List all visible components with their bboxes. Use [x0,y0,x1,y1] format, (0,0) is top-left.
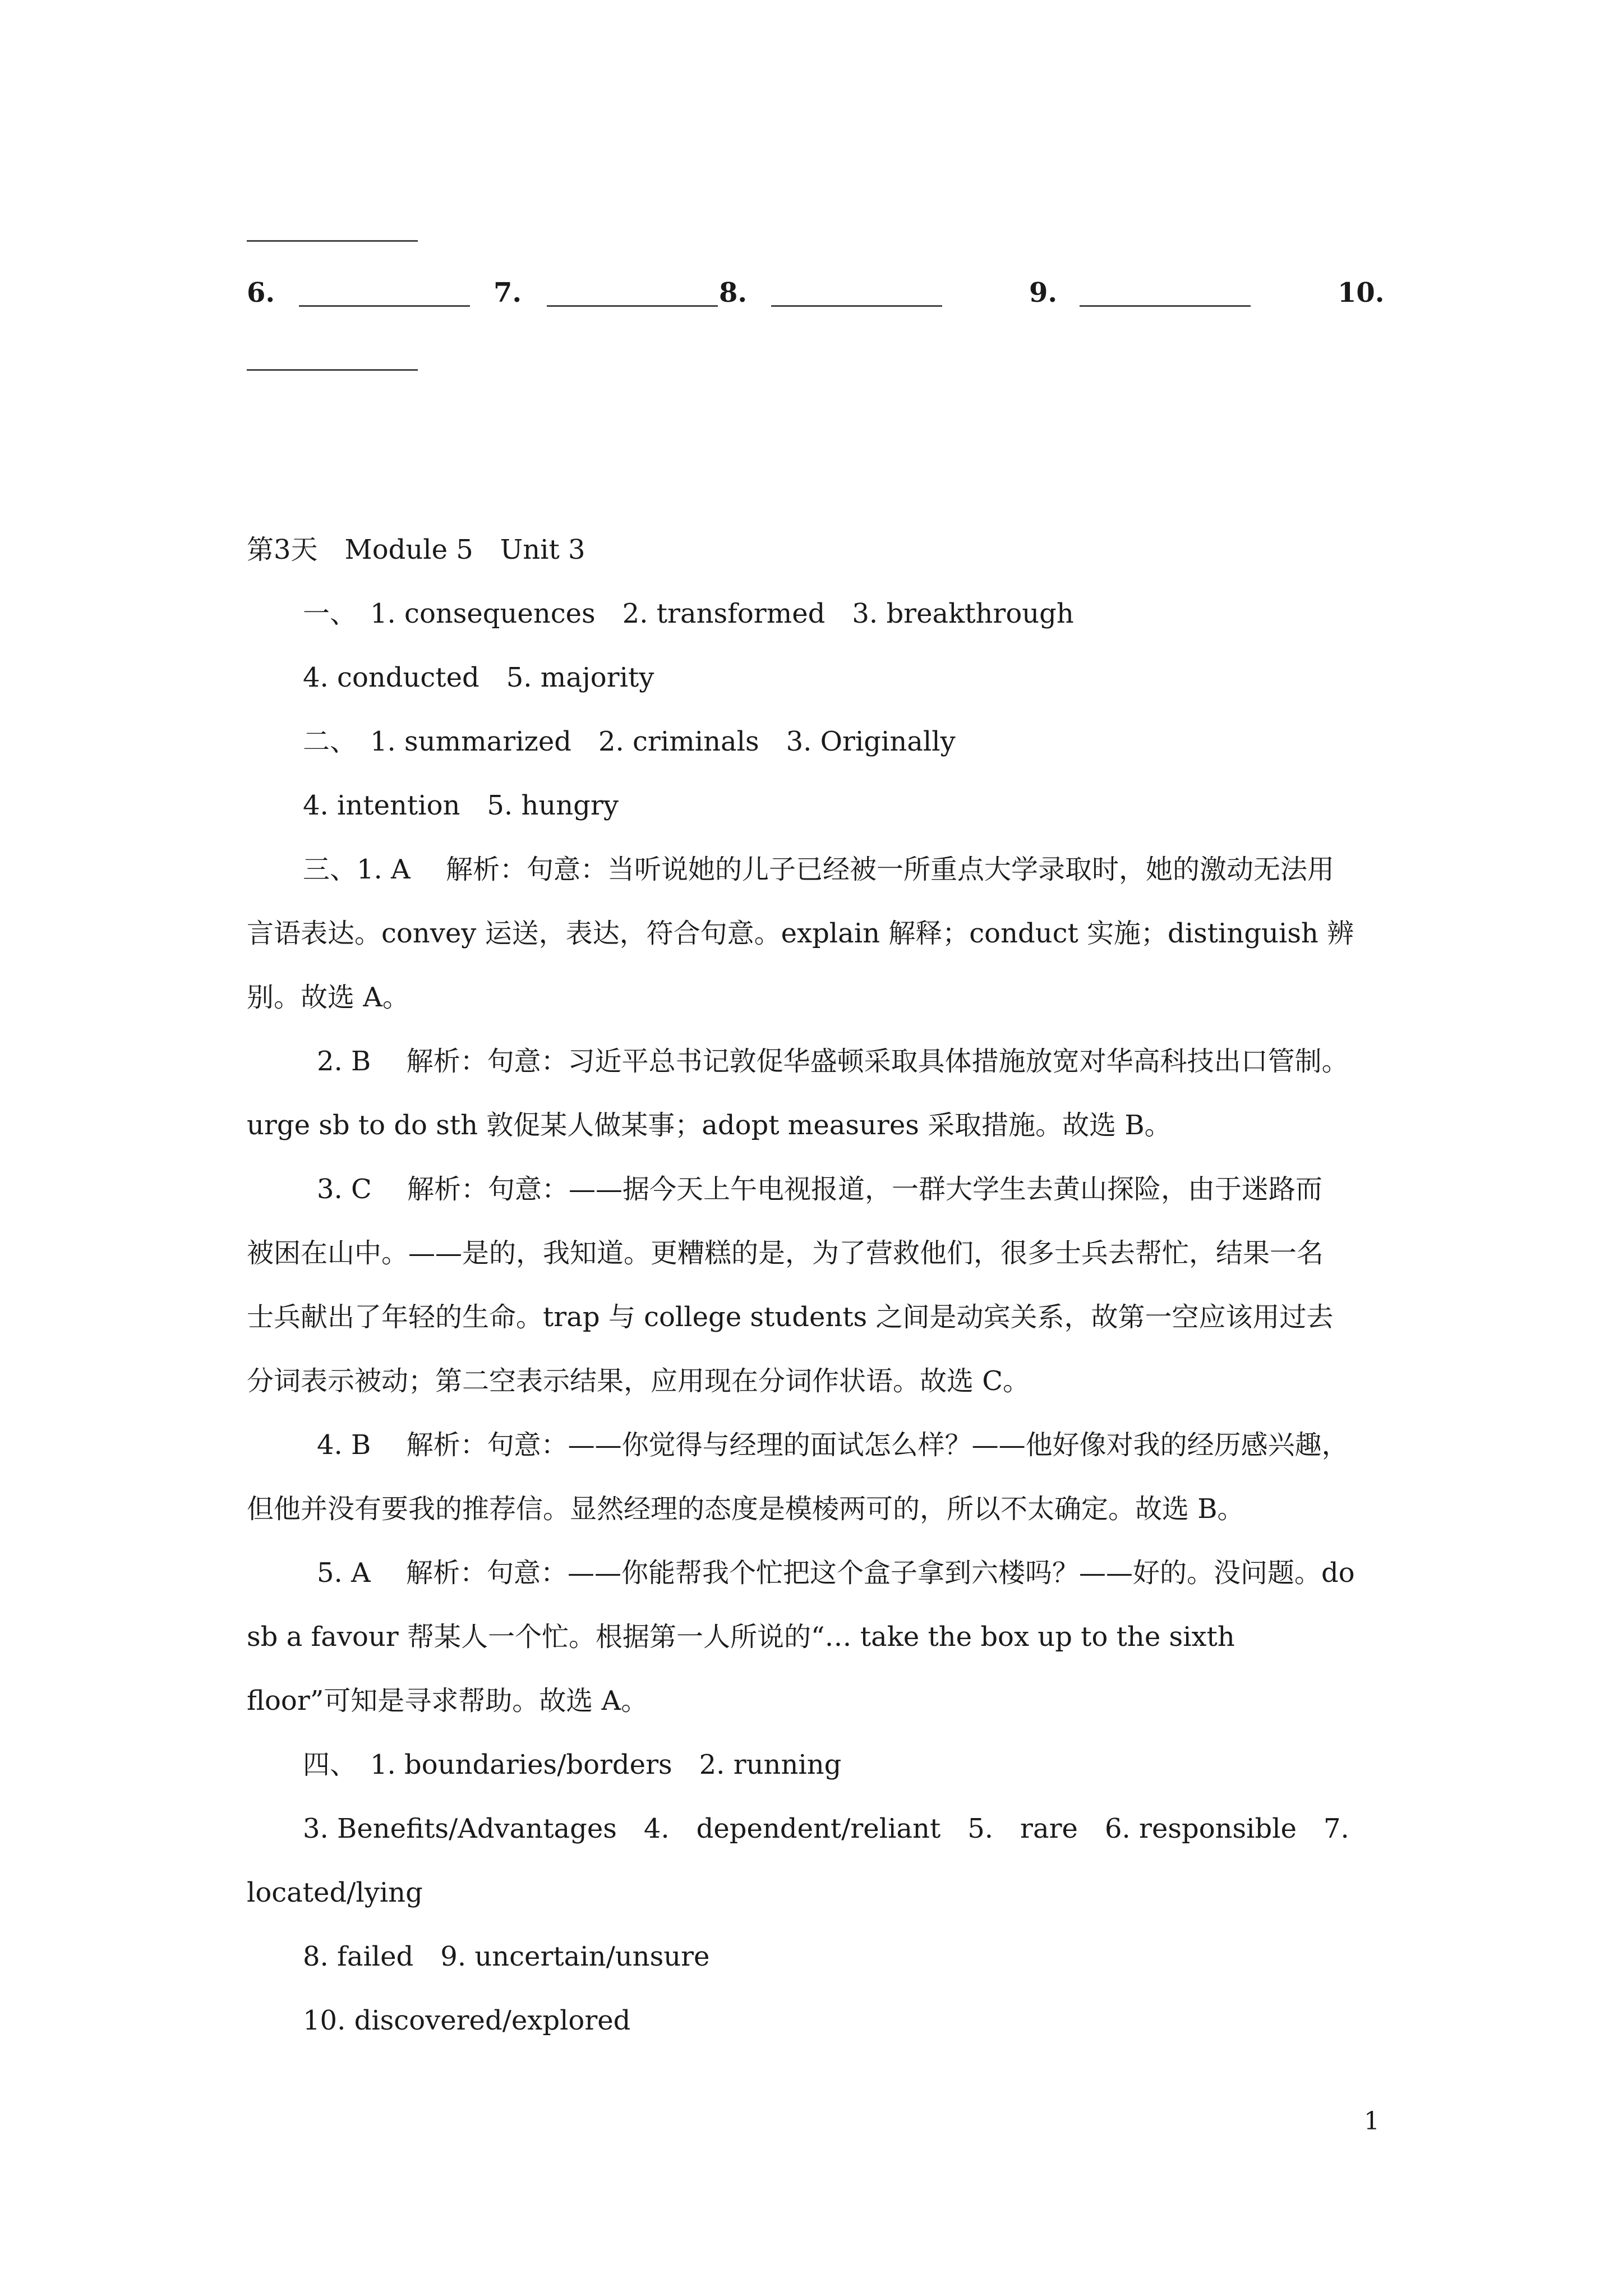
answer-blank-9[interactable] [1080,305,1251,307]
section-4-line-5: 10. discovered/explored [303,2005,631,2036]
q3-line-1: 3. C 解析：句意：——据今天上午电视报道，一群大学生去黄山探险，由于迷路而 [317,1174,1323,1205]
q1-line-2: 言语表达。convey 运送，表达，符合句意。explain 解释；conduct 实施；distinguish 辨 [247,918,1354,949]
blank-label-7: 7. [494,277,522,309]
answer-blank-6[interactable] [299,305,470,307]
answer-blank-5[interactable] [247,240,418,242]
blank-label-10: 10. [1338,277,1385,309]
q5-line-2: sb a favour 帮某人一个忙。根据第一人所说的“… take the box up to the sixth [247,1621,1235,1653]
blank-label-6: 6. [247,277,275,309]
page-number: 1 [1364,2107,1380,2136]
section-1-line-1: 一、 1. consequences 2. transformed 3. breakthrough [303,598,1074,629]
blank-label-9: 9. [1029,277,1058,309]
answer-blank-8[interactable] [771,305,942,307]
q2-line-2: urge sb to do sth 敦促某人做某事；adopt measures 采取措施。故选 B。 [247,1110,1172,1141]
section-4-line-1: 四、 1. boundaries/borders 2. running [303,1749,842,1780]
q2-line-1: 2. B 解析：句意：习近平总书记敦促华盛顿采取具体措施放宽对华高科技出口管制。 [317,1046,1349,1077]
q4-line-2: 但他并没有要我的推荐信。显然经理的态度是模棱两可的，所以不太确定。故选 B。 [247,1493,1244,1525]
q4-line-1: 4. B 解析：句意：——你觉得与经理的面试怎么样？——他好像对我的经历感兴趣， [317,1429,1349,1461]
q3-line-3: 士兵献出了年轻的生命。trap 与 college students 之间是动宾关系，故第一空应该用过去 [247,1301,1334,1333]
section-2-line-1: 二、 1. summarized 2. criminals 3. Originally [303,726,956,757]
day-header: 第3天 Module 5 Unit 3 [247,534,585,565]
section-4-line-2: 3. Benefits/Advantages 4. dependent/reliant 5. rare 6. responsible 7. [303,1813,1349,1844]
q1-line-3: 别。故选 A。 [247,982,409,1013]
q3-line-2: 被困在山中。——是的，我知道。更糟糕的是，为了营救他们，很多士兵去帮忙，结果一名 [247,1237,1324,1269]
section-4-line-4: 8. failed 9. uncertain/unsure [303,1941,710,1972]
answer-blank-10[interactable] [247,369,418,371]
blank-label-8: 8. [719,277,748,309]
q5-line-1: 5. A 解析：句意：——你能帮我个忙把这个盒子拿到六楼吗？——好的。没问题。do [317,1557,1355,1589]
q1-line-1: 三、1. A 解析：句意：当听说她的儿子已经被一所重点大学录取时，她的激动无法用 [303,854,1334,885]
section-2-line-2: 4. intention 5. hungry [303,790,619,821]
section-1-line-2: 4. conducted 5. majority [303,662,654,693]
q5-line-3: floor”可知是寻求帮助。故选 A。 [247,1685,648,1717]
q3-line-4: 分词表示被动；第二空表示结果，应用现在分词作状语。故选 C。 [247,1365,1030,1397]
answer-blank-7[interactable] [547,305,718,307]
section-4-line-3: located/lying [247,1877,423,1908]
